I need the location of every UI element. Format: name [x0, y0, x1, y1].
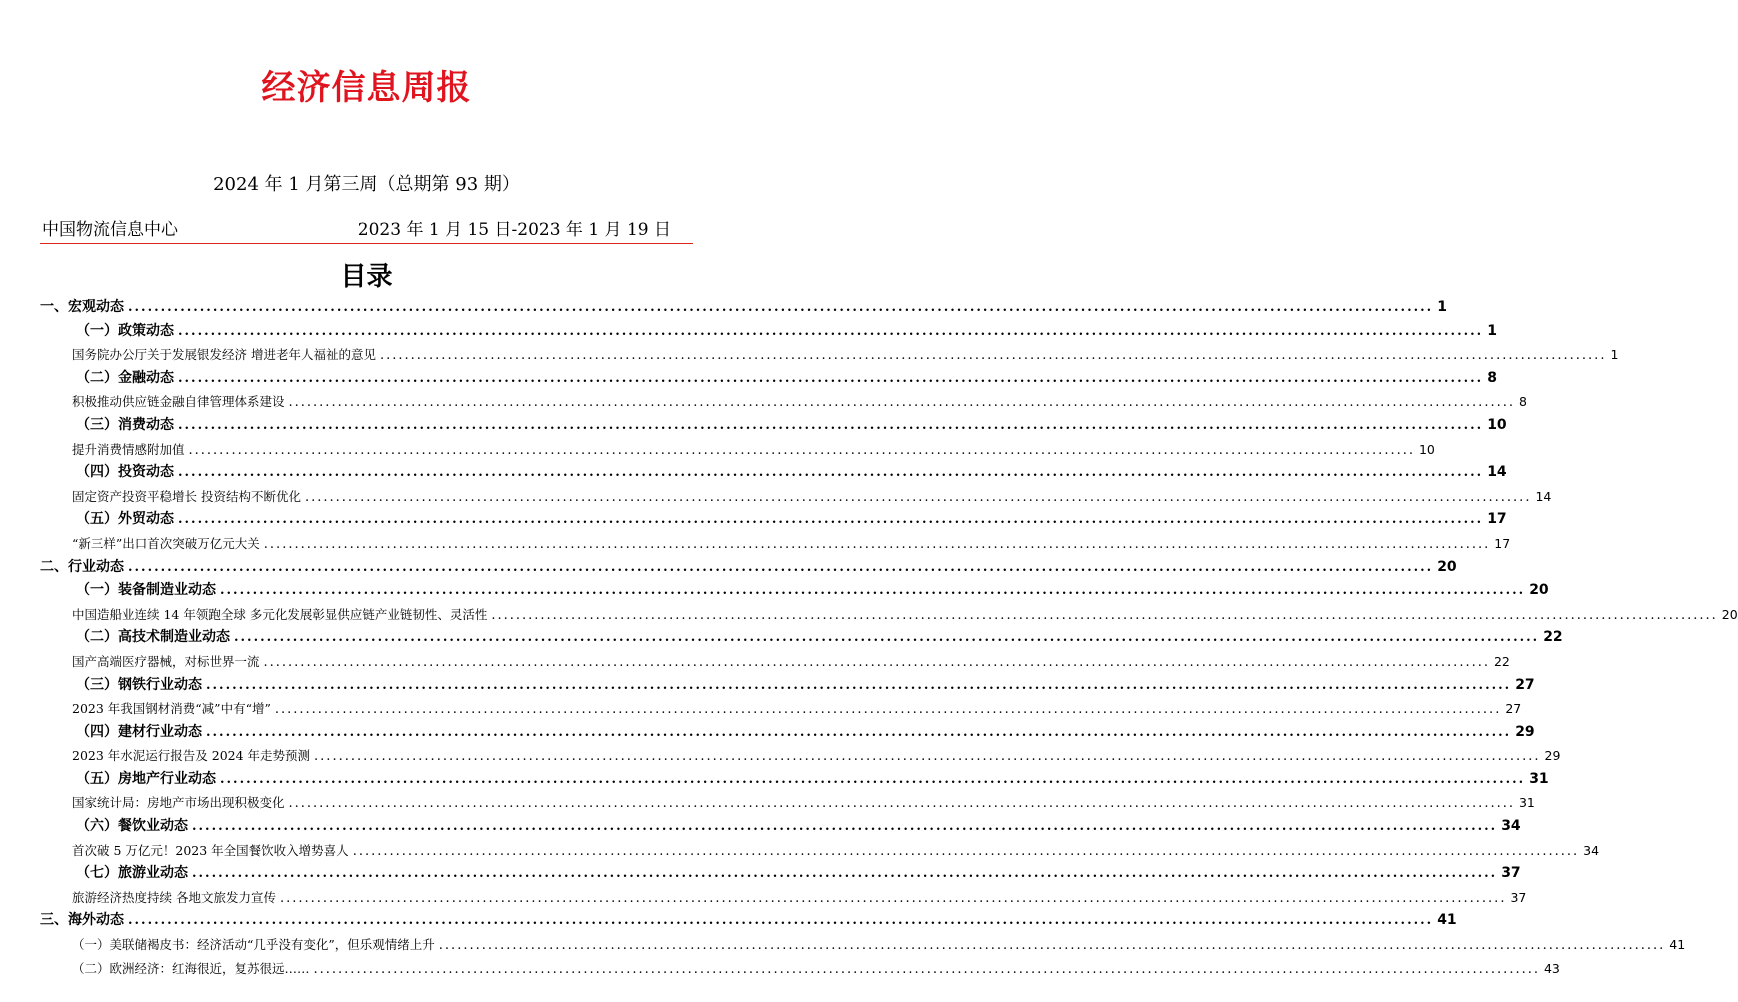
toc-entry-label: 国家统计局：房地产市场出现积极变化	[72, 795, 285, 811]
toc-leader-dots: ........................................................................................................................................................................................................	[274, 702, 1502, 718]
toc-entry[interactable]	[40, 650, 1510, 674]
toc-leader-dots: ........................................................................................................................................................................................................	[313, 961, 1540, 977]
toc-entry-page: 37	[1501, 865, 1521, 882]
toc-entry-label: 首次破 5 万亿元！2023 年全国餐饮收入增势喜人	[72, 842, 349, 858]
toc-entry-page: 10	[1418, 441, 1435, 457]
toc-entry-label: （一）政策动态	[76, 322, 174, 339]
toc-entry-label: （四）投资动态	[76, 464, 174, 481]
toc-leader-dots: ........................................................................................................................................................................................................	[288, 796, 1515, 812]
toc-entry-label: 中国造船业连续 14 年领跑全球 多元化发展彰显供应链产业链韧性、灵活性	[72, 606, 488, 622]
toc-entry[interactable]	[40, 390, 1527, 414]
toc-entry-label: 积极推动供应链金融自律管理体系建设	[72, 394, 285, 410]
table-of-contents	[40, 296, 1738, 980]
toc-entry-page: 29	[1515, 723, 1535, 740]
toc-leader-dots: ........................................................................................................................................................................................................	[206, 677, 1512, 693]
toc-entry-label: （三）钢铁行业动态	[76, 676, 202, 693]
toc-leader-dots: ........................................................................................................................................................................................................	[314, 749, 1541, 765]
toc-entry-label: 旅游经济热度持续 各地文旅发力宣传	[72, 889, 276, 905]
toc-entry-page: 8	[1487, 369, 1497, 386]
toc-leader-dots: ........................................................................................................................................................................................................	[192, 866, 1498, 882]
toc-entry-page: 17	[1487, 511, 1507, 528]
toc-entry[interactable]	[40, 414, 1507, 438]
toc-entry-page: 37	[1510, 889, 1527, 905]
toc-entry-page: 10	[1487, 416, 1507, 433]
toc-entry[interactable]	[40, 957, 1560, 981]
toc-leader-dots: ........................................................................................................................................................................................................	[178, 512, 1484, 528]
report-title: 经济信息周报	[261, 68, 472, 108]
toc-leader-dots: ........................................................................................................................................................................................................	[263, 536, 1491, 552]
toc-entry[interactable]	[40, 508, 1507, 532]
toc-entry[interactable]	[40, 556, 1457, 580]
toc-entry-label: 2023 年水泥运行报告及 2024 年走势预测	[72, 748, 311, 764]
toc-entry[interactable]	[40, 532, 1511, 556]
toc-entry[interactable]	[40, 320, 1497, 344]
toc-entry-label: 固定资产投资平稳增长 投资结构不断优化	[72, 488, 301, 504]
toc-entry-label: 二、行业动态	[40, 558, 124, 575]
toc-entry-label: （五）房地产行业动态	[76, 770, 216, 787]
toc-leader-dots: ........................................................................................................................................................................................................	[178, 370, 1484, 386]
toc-leader-dots: ........................................................................................................................................................................................................	[178, 465, 1484, 481]
toc-entry-page: 20	[1437, 558, 1457, 575]
toc-entry-label: 三、海外动态	[40, 912, 124, 929]
toc-entry-page: 8	[1518, 394, 1527, 410]
header-divider	[40, 243, 693, 244]
toc-entry-label: 国产高端医疗器械，对标世界一流	[72, 653, 260, 669]
toc-leader-dots: ........................................................................................................................................................................................................	[352, 843, 1580, 859]
toc-entry-page: 34	[1501, 818, 1521, 835]
toc-leader-dots: ........................................................................................................................................................................................................	[128, 300, 1434, 315]
toc-entry[interactable]	[40, 674, 1535, 698]
organization-name: 中国物流信息中心	[42, 220, 178, 240]
toc-entry[interactable]	[40, 579, 1549, 603]
toc-entry-page: 34	[1583, 842, 1600, 858]
toc-entry-label: （七）旅游业动态	[76, 865, 188, 882]
toc-leader-dots: ........................................................................................................................................................................................................	[304, 489, 1532, 505]
toc-leader-dots: ........................................................................................................................................................................................................	[206, 724, 1512, 740]
toc-entry-label: （二）金融动态	[76, 369, 174, 386]
toc-entry-page: 1	[1437, 299, 1447, 315]
toc-entry-label: （三）消费动态	[76, 416, 174, 433]
toc-entry-page: 27	[1515, 676, 1535, 693]
toc-entry[interactable]	[40, 886, 1527, 910]
toc-leader-dots: ........................................................................................................................................................................................................	[178, 323, 1484, 339]
toc-leader-dots: ........................................................................................................................................................................................................	[128, 913, 1434, 929]
toc-leader-dots: ........................................................................................................................................................................................................	[279, 890, 1507, 906]
toc-leader-dots: ........................................................................................................................................................................................................	[263, 654, 1490, 670]
toc-entry[interactable]	[40, 909, 1457, 933]
toc-entry-label: 提升消费情感附加值	[72, 441, 185, 457]
issue-line: 2024 年 1 月第三周（总期第 93 期）	[213, 174, 520, 195]
toc-leader-dots: ........................................................................................................................................................................................................	[234, 630, 1540, 646]
toc-leader-dots: ........................................................................................................................................................................................................	[178, 417, 1484, 433]
toc-leader-dots: ........................................................................................................................................................................................................	[438, 938, 1666, 954]
toc-entry[interactable]	[40, 603, 1738, 627]
toc-entry-page: 22	[1543, 629, 1563, 646]
toc-leader-dots: ........................................................................................................................................................................................................	[491, 607, 1718, 623]
toc-entry-page: 27	[1505, 701, 1522, 717]
toc-entry-label: 一、宏观动态	[40, 299, 124, 315]
toc-entry-page: 43	[1543, 960, 1560, 976]
toc-entry-page: 17	[1494, 535, 1511, 551]
toc-entry-page: 20	[1529, 582, 1549, 599]
toc-leader-dots: ........................................................................................................................................................................................................	[188, 442, 1415, 458]
toc-entry-label: （二）欧洲经济：红海很近，复苏很远……	[72, 960, 310, 976]
toc-heading: 目录	[340, 262, 393, 292]
toc-entry[interactable]	[40, 296, 1447, 320]
toc-entry-label: （四）建材行业动态	[76, 723, 202, 740]
toc-entry-page: 41	[1437, 912, 1457, 929]
toc-entry-page: 14	[1487, 464, 1507, 481]
toc-entry[interactable]	[40, 768, 1549, 792]
toc-leader-dots: ........................................................................................................................................................................................................	[379, 348, 1607, 364]
toc-entry-label: （五）外贸动态	[76, 511, 174, 528]
toc-entry[interactable]	[40, 367, 1497, 391]
toc-entry[interactable]	[40, 438, 1435, 462]
toc-entry[interactable]	[40, 791, 1535, 815]
toc-entry-page: 1	[1610, 347, 1619, 363]
toc-entry-page: 22	[1493, 653, 1510, 669]
toc-entry[interactable]	[40, 933, 1686, 957]
toc-entry-label: 国务院办公厅关于发展银发经济 增进老年人福祉的意见	[72, 347, 376, 363]
toc-entry[interactable]	[40, 343, 1619, 367]
toc-entry[interactable]	[40, 721, 1535, 745]
toc-entry-page: 14	[1535, 488, 1552, 504]
toc-entry-page: 1	[1487, 322, 1497, 339]
toc-entry-label: （一）美联储褐皮书：经济活动“几乎没有变化”，但乐观情绪上升	[72, 937, 435, 953]
toc-entry-page: 31	[1529, 770, 1549, 787]
toc-entry[interactable]	[40, 862, 1521, 886]
toc-entry-page: 29	[1544, 748, 1561, 764]
toc-entry[interactable]	[40, 815, 1521, 839]
toc-entry[interactable]	[40, 744, 1561, 768]
toc-entry-label: （六）餐饮业动态	[76, 818, 188, 835]
date-range: 2023 年 1 月 15 日-2023 年 1 月 19 日	[357, 220, 671, 240]
toc-leader-dots: ........................................................................................................................................................................................................	[220, 771, 1526, 787]
toc-entry[interactable]	[40, 839, 1600, 863]
toc-entry[interactable]	[40, 461, 1507, 485]
toc-entry-label: 2023 年我国钢材消费“减”中有“增”	[72, 701, 271, 717]
toc-leader-dots: ........................................................................................................................................................................................................	[192, 819, 1498, 835]
toc-entry-page: 41	[1669, 937, 1686, 953]
toc-leader-dots: ........................................................................................................................................................................................................	[288, 395, 1515, 411]
toc-entry[interactable]	[40, 697, 1522, 721]
toc-leader-dots: ........................................................................................................................................................................................................	[128, 559, 1434, 575]
toc-entry[interactable]	[40, 485, 1552, 509]
toc-leader-dots: ........................................................................................................................................................................................................	[220, 583, 1526, 599]
toc-entry-label: （二）高技术制造业动态	[76, 629, 230, 646]
toc-entry-page: 20	[1721, 606, 1738, 622]
toc-entry[interactable]	[40, 626, 1563, 650]
toc-entry-label: （一）装备制造业动态	[76, 582, 216, 599]
toc-entry-page: 31	[1518, 795, 1535, 811]
toc-entry-label: “新三样”出口首次突破万亿元大关	[72, 535, 260, 551]
